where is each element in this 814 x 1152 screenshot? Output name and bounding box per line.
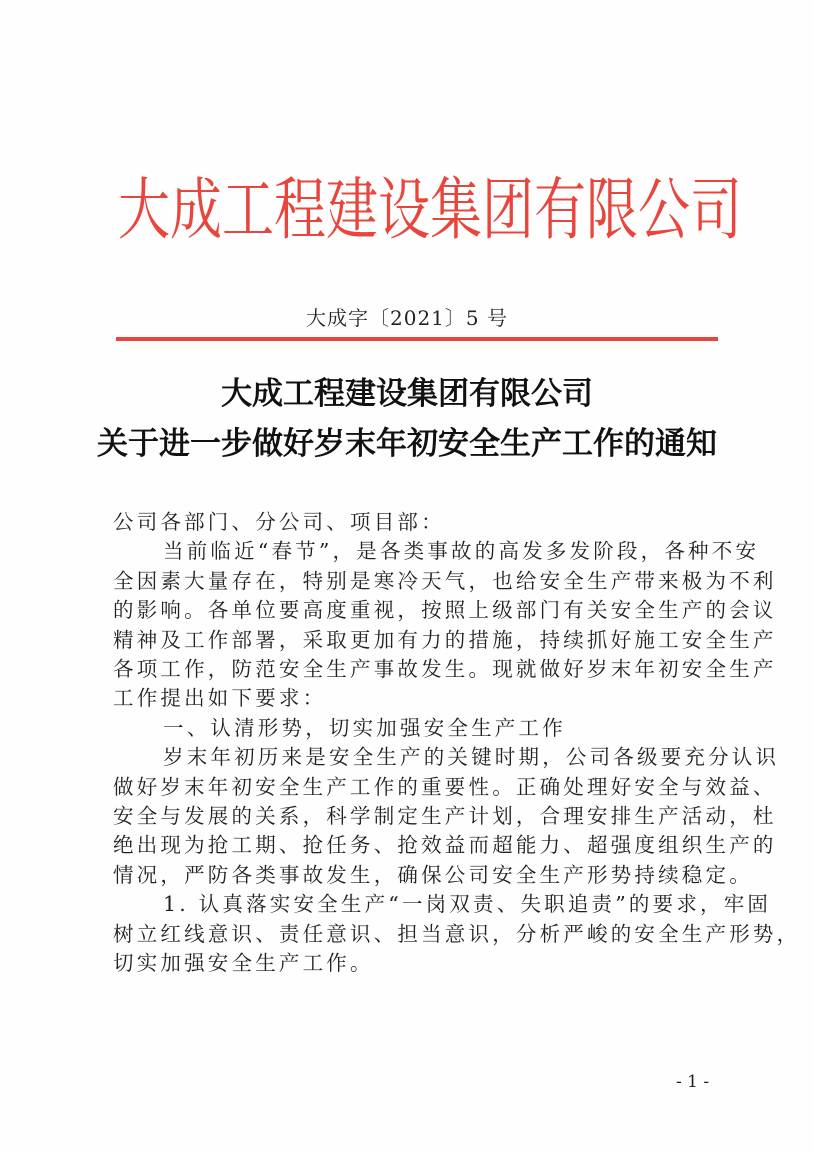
document-body: [113, 508, 801, 979]
paragraph-line: 做好岁末年初安全生产工作的重要性。正确处理好安全与效益、: [113, 774, 777, 799]
red-divider: [116, 337, 718, 341]
salutation-text: 公司各部门、分公司、项目部：: [113, 510, 445, 534]
paragraph-line: 当前临近“春节”，是各类事故的高发多发阶段，各种不安: [163, 539, 760, 564]
paragraph-line: 工作提出如下要求：: [113, 686, 327, 711]
paragraph-line: 各项工作，防范安全生产事故发生。现就做好岁末年初安全生产: [113, 657, 777, 682]
paragraph-line: 的影响。各单位要高度重视，按照上级部门有关安全生产的会议: [113, 598, 777, 623]
title-line-2: 关于进一步做好岁末年初安全生产工作的通知: [97, 426, 717, 462]
paragraph-line: 情况，严防各类事故发生，确保公司安全生产形势持续稳定。: [113, 862, 753, 887]
section-heading-1: [113, 714, 713, 743]
section-heading-text: 一、认清形势，切实加强安全生产工作: [163, 715, 566, 740]
paragraph-line: 精神及工作部署，采取更加有力的措施，持续抓好施工安全生产: [113, 627, 777, 652]
paragraph-line: 绝出现为抢工期、抢任务、抢效益而超能力、超强度组织生产的: [113, 833, 777, 858]
title-line-1: 大成工程建设集团有限公司: [221, 376, 593, 412]
paragraph-line: 1. 认真落实安全生产“一岗双责、失职追责”的要求，牢固: [163, 892, 772, 917]
paragraph-item-1: [113, 890, 801, 978]
paragraph-line: 全因素大量存在，特别是寒冷天气，也给安全生产带来极为不利: [113, 568, 777, 593]
paragraph-line: 安全与发展的关系，科学制定生产计划，合理安排生产活动，杜: [113, 804, 777, 829]
document-number: 大成字〔2021〕5 号: [306, 306, 508, 330]
page-number: - 1 -: [676, 1072, 710, 1092]
paragraph-line: 切实加强安全生产工作。: [113, 951, 374, 976]
paragraph-section-1: [113, 743, 780, 890]
paragraph-line: 岁末年初历来是安全生产的关键时期，公司各级要充分认识: [163, 745, 780, 770]
paragraph-line: 树立红线意识、责任意识、担当意识，分析严峻的安全生产形势，: [113, 921, 801, 946]
salutation: [113, 508, 713, 537]
paragraph-intro: [113, 537, 777, 713]
letterhead-organization: 大成工程建设集团有限公司: [118, 172, 743, 250]
